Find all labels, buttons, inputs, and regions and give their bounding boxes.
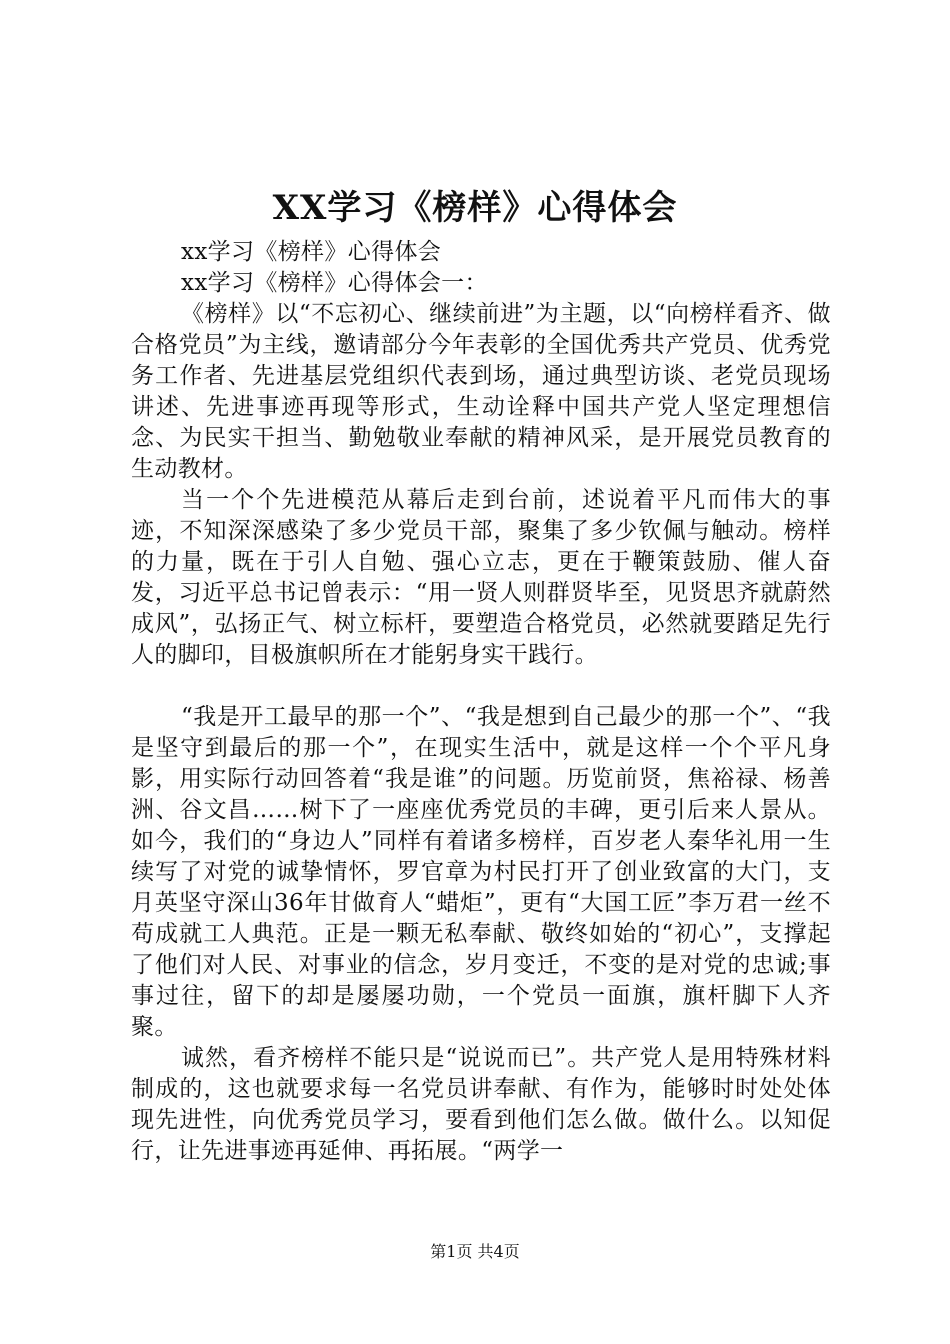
document-title: XX学习《榜样》心得体会 xyxy=(272,188,678,228)
paragraph-3: “我是开工最早的那一个”、“我是想到自己最少的那一个”、“我是坚守到最后的那一个”，在现实生活中，就是这样一个个平凡身影，用实际行动回答着“我是谁”的问题。历览前贤，焦裕禄、杨善洲、谷文昌……树下了一座座优秀党员的丰碑，更引后来人景从。如今，我们的“身边人”同样有着诸多榜样，百岁老人秦华礼用一生续写了对党的诚挚情怀，罗官章为村民打开了创业致富的大门，支月英坚守深山36年甘做育人“蜡炬”，更有“大国工匠”李万君一丝不苟成就工人典范。正是一颗无私奉献、敬终如始的“初心”，支撑起了他们对人民、对事业的信念，岁月变迁，不变的是对党的忠诚;事事过往，留下的却是屡屡功勋，一个党员一面旗，旗杆脚下人齐聚。 xyxy=(131,704,831,1040)
page-footer: 第1页 共4页 xyxy=(430,1242,520,1261)
paragraph-subtitle: xx学习《榜样》心得体会 xyxy=(181,239,442,265)
paragraph-1: 《榜样》以“不忘初心、继续前进”为主题，以“向榜样看齐、做合格党员”为主线，邀请部分今年表彰的全国优秀共产党员、优秀党务工作者、先进基层党组织代表到场，通过典型访谈、老党员现场讲述、先进事迹再现等形式，生动诠释中国共产党人坚定理想信念、为民实干担当、勤勉敬业奉献的精神风采，是开展党员教育的生动教材。 xyxy=(131,301,831,482)
paragraph-4: 诚然，看齐榜样不能只是“说说而已”。共产党人是用特殊材料制成的，这也就要求每一名党员讲奉献、有作为，能够时时处处体现先进性，向优秀党员学习，要看到他们怎么做。做什么。以知促行，让先进事迹再延伸、再拓展。“两学一 xyxy=(131,1045,831,1164)
document-body xyxy=(131,237,831,1167)
paragraph-2: 当一个个先进模范从幕后走到台前，述说着平凡而伟大的事迹，不知深深感染了多少党员干部，聚集了多少钦佩与触动。榜样的力量，既在于引人自勉、强心立志，更在于鞭策鼓励、催人奋发，习近平总书记曾表示：“用一贤人则群贤毕至，见贤思齐就蔚然成风”，弘扬正气、树立标杆，要塑造合格党员，必然就要踏足先行人的脚印，目极旗帜所在才能躬身实干践行。 xyxy=(131,487,831,668)
paragraph-section-heading: xx学习《榜样》心得体会一： xyxy=(181,270,488,296)
